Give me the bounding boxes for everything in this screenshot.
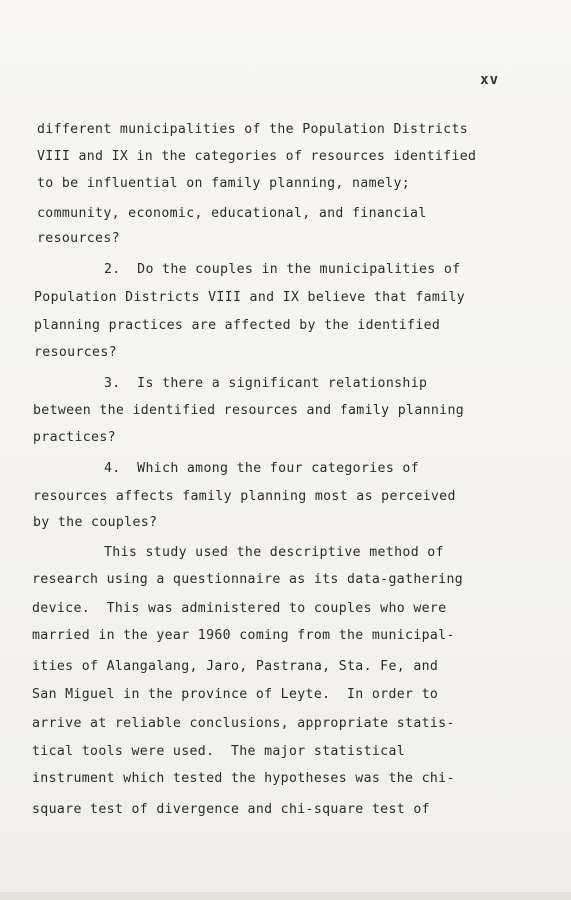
body-line-21: San Miguel in the province of Leyte. In order to bbox=[32, 687, 439, 702]
body-line-10: 3. Is there a significant relationship bbox=[104, 376, 428, 391]
body-line-14: resources affects family planning most as perceived bbox=[33, 489, 456, 504]
body-line-7: Population Districts VIII and IX believe that family bbox=[34, 290, 466, 305]
body-line-20: ities of Alangalang, Jaro, Pastrana, Sta. Fe, and bbox=[32, 659, 439, 674]
body-line-15: by the couples? bbox=[33, 515, 158, 530]
body-line-5: resources? bbox=[37, 231, 120, 246]
body-line-8: planning practices are affected by the identified bbox=[34, 318, 441, 333]
body-line-3: to be influential on family planning, namely; bbox=[37, 176, 411, 191]
body-line-4: community, economic, educational, and financial bbox=[37, 206, 427, 221]
body-line-18: device. This was administered to couples who were bbox=[32, 601, 447, 616]
body-line-12: practices? bbox=[33, 430, 116, 445]
body-line-6: 2. Do the couples in the municipalities of bbox=[104, 262, 461, 277]
body-line-25: square test of divergence and chi-square test of bbox=[32, 802, 430, 817]
body-line-17: research using a questionnaire as its data-gathering bbox=[32, 572, 464, 587]
scan-footer-strip bbox=[0, 892, 571, 900]
body-line-22: arrive at reliable conclusions, appropriate statis- bbox=[32, 716, 455, 731]
body-line-1: different municipalities of the Population Districts bbox=[37, 122, 469, 137]
body-line-24: instrument which tested the hypotheses was the chi- bbox=[32, 771, 455, 786]
body-line-2: VIII and IX in the categories of resources identified bbox=[37, 149, 477, 164]
body-line-11: between the identified resources and family planning bbox=[33, 403, 465, 418]
body-line-23: tical tools were used. The major statistical bbox=[32, 744, 406, 759]
body-line-16: This study used the descriptive method of bbox=[104, 545, 444, 560]
body-line-9: resources? bbox=[34, 345, 117, 360]
body-line-19: married in the year 1960 coming from the municipal- bbox=[32, 628, 455, 643]
page-number: xv bbox=[480, 72, 499, 88]
body-line-13: 4. Which among the four categories of bbox=[104, 461, 420, 476]
